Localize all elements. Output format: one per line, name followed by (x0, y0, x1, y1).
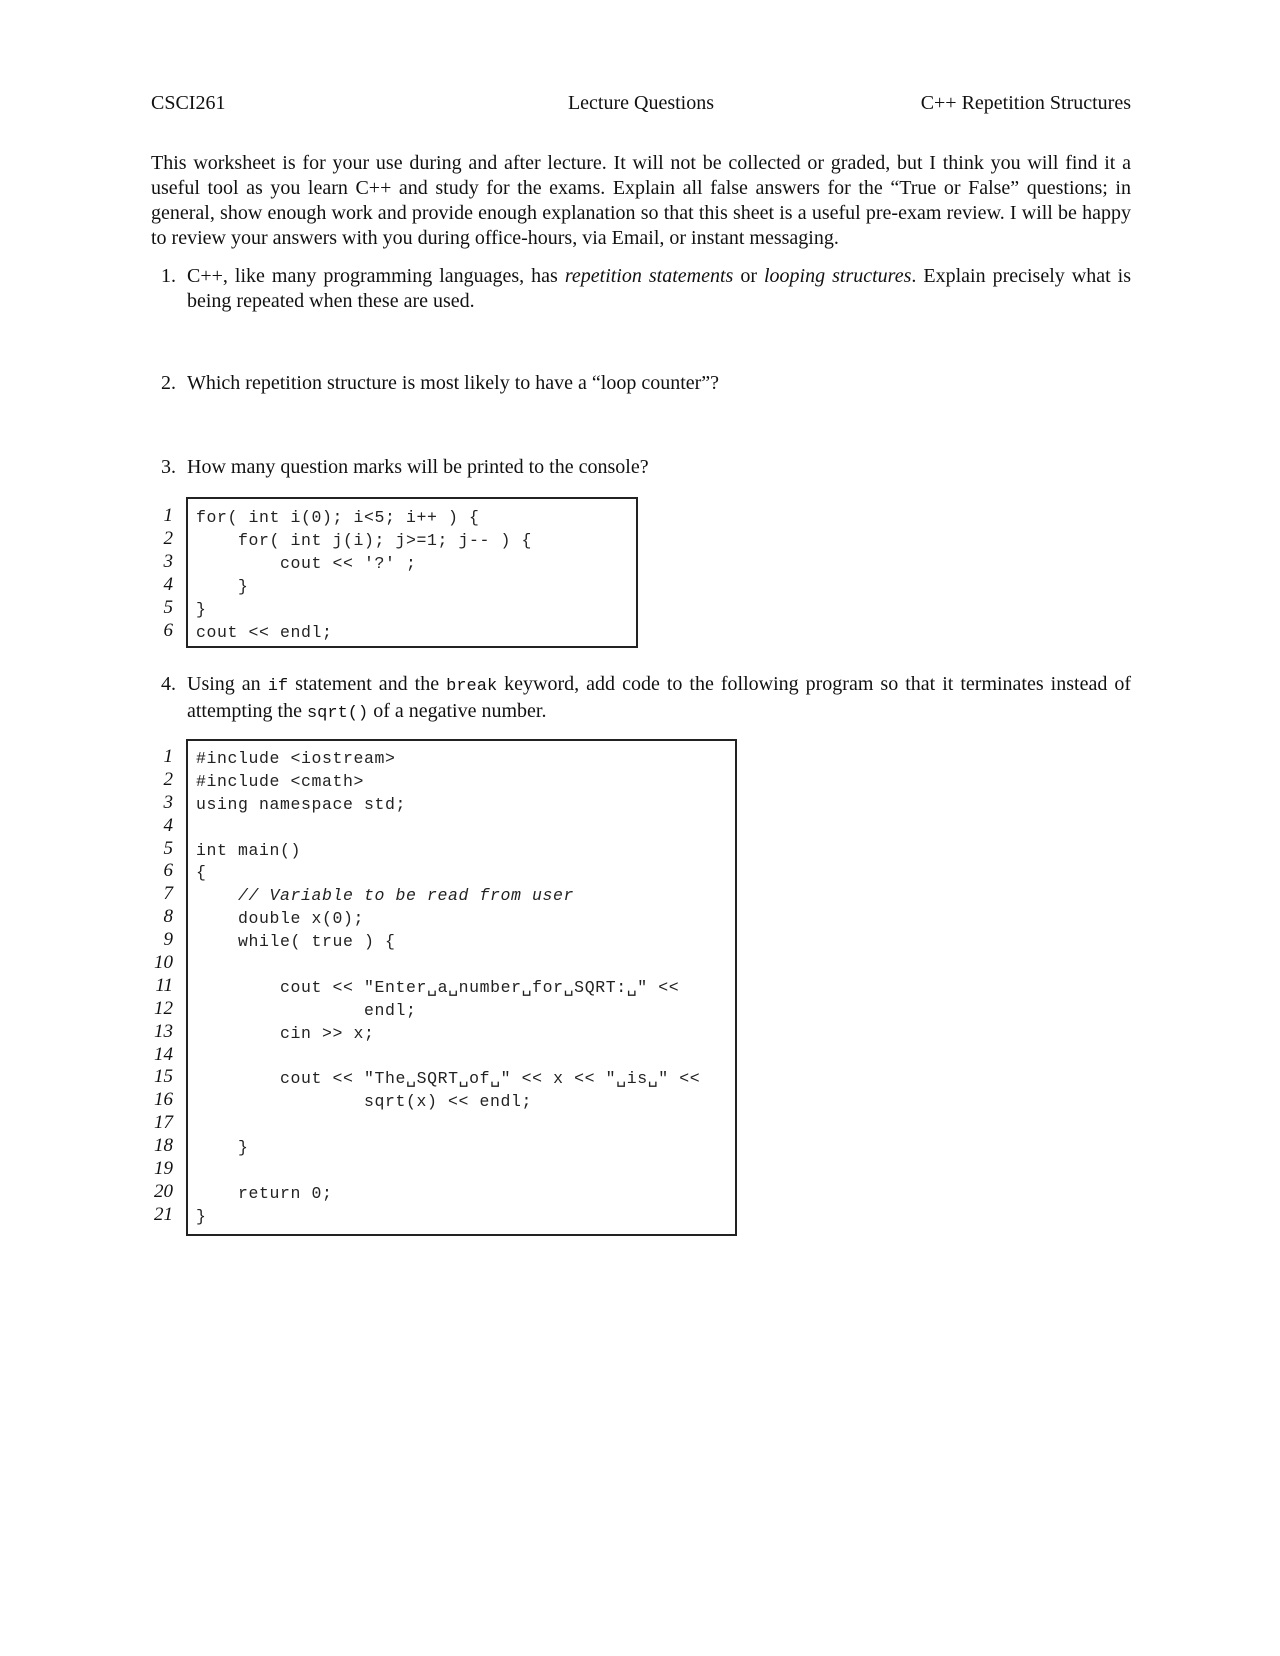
text-segment: . Explain precisely what is being repeated when these are used. (187, 265, 1131, 312)
line-number: 7 (163, 883, 173, 905)
line-number: 10 (154, 952, 173, 974)
code-line: { (196, 863, 207, 883)
question-number: 4. (161, 673, 176, 695)
text-segment: statement and the (288, 673, 447, 695)
code-lines (196, 748, 700, 1229)
text-segment: Using an (187, 673, 268, 695)
line-number: 8 (163, 906, 173, 928)
question-4 (151, 672, 1131, 726)
code-line: } (196, 600, 207, 619)
code-line (196, 1114, 700, 1137)
text-segment: of a negative number. (368, 700, 547, 722)
code-box (186, 497, 638, 648)
code-line: } (196, 1206, 207, 1226)
line-number: 5 (163, 597, 173, 618)
line-number: 4 (163, 574, 173, 595)
code-line: for( int j(i); j>=1; j-- ) { (196, 531, 533, 550)
line-number: 11 (155, 974, 173, 996)
code-line: return 0; (196, 1183, 333, 1203)
line-numbers (151, 746, 173, 1227)
course-code: CSCI261 (151, 92, 226, 114)
line-number: 21 (154, 1203, 173, 1225)
code-line: cout << "Enter␣a␣number␣for␣SQRT:␣" << (196, 977, 680, 997)
header-title: Lecture Questions (567, 92, 715, 114)
line-number: 15 (154, 1066, 173, 1088)
code-line: cout << "The␣SQRT␣of␣" << x << "␣is␣" << (196, 1069, 701, 1089)
inline-code: break (446, 677, 498, 696)
code-line: int main() (196, 840, 302, 860)
code-line: cin >> x; (196, 1023, 375, 1043)
code-line: for( int i(0); i<5; i++ ) { (196, 508, 480, 527)
question-text (187, 672, 1131, 726)
line-number: 16 (154, 1089, 173, 1111)
header-topic: C++ Repetition Structures (920, 92, 1131, 114)
text-segment: C++, like many programming languages, has (187, 265, 565, 287)
emphasis-text: repetition statements (564, 265, 734, 287)
line-number: 18 (154, 1135, 173, 1157)
code-line: // Variable to be read from user (196, 886, 575, 906)
line-number: 4 (163, 814, 173, 836)
inline-code: sqrt() (306, 704, 369, 723)
line-number: 19 (154, 1158, 173, 1180)
question-number: 1. (161, 265, 176, 287)
inline-code: if (267, 677, 289, 696)
question-text: How many question marks will be printed to the console? (187, 456, 649, 478)
code-lines (196, 506, 532, 644)
code-line: endl; (196, 1000, 417, 1020)
line-number: 5 (163, 837, 173, 859)
code-line (196, 817, 700, 840)
code-line (196, 954, 700, 977)
code-line: using namespace std; (196, 794, 407, 814)
code-line (196, 1160, 700, 1183)
question-number: 2. (161, 372, 176, 394)
code-line: double x(0); (196, 909, 365, 929)
question-3 (151, 455, 1131, 480)
line-number: 6 (163, 620, 173, 641)
line-number: 14 (154, 1043, 173, 1065)
line-number: 2 (163, 768, 173, 790)
intro-paragraph: This worksheet is for your use during and after lecture. It will not be collected or graded, but I think you will find it a useful tool as you learn C++ and study for the exams. Explain all false answers for the “True or False” questions; in general, show enough work and provide enough explanation so that this sheet is a useful pre-exam review. I will be happy to review your answers with you during office-hours, via Email, or instant messaging. (151, 152, 1131, 249)
question-2 (151, 371, 1131, 396)
line-number: 9 (163, 929, 173, 951)
code-box (186, 739, 737, 1236)
line-number: 1 (163, 505, 173, 526)
line-number: 20 (154, 1180, 173, 1202)
line-number: 2 (163, 528, 173, 549)
code-line: sqrt(x) << endl; (196, 1092, 533, 1112)
line-numbers (151, 504, 173, 642)
code-line: #include <iostream> (196, 749, 396, 768)
line-number: 12 (154, 997, 173, 1019)
line-number: 6 (163, 860, 173, 882)
code-line: #include <cmath> (196, 771, 365, 791)
text-segment: or (733, 265, 764, 287)
line-number: 17 (154, 1112, 173, 1134)
line-number: 3 (163, 551, 173, 572)
text-segment: keyword, add code to the following program so that it terminates instead of attempting the (187, 673, 1131, 722)
line-number: 13 (154, 1020, 173, 1042)
code-line: } (196, 577, 249, 596)
question-text: Which repetition structure is most likely to have a “loop counter”? (187, 372, 720, 394)
line-number: 3 (163, 791, 173, 813)
code-line (196, 1046, 700, 1069)
page-header (151, 92, 1131, 118)
code-line: cout << '?' ; (196, 554, 417, 573)
code-line: while( true ) { (196, 932, 396, 952)
line-number: 1 (163, 746, 173, 767)
code-line: cout << endl; (196, 623, 333, 642)
emphasis-text: looping structures (763, 265, 912, 287)
question-1 (151, 264, 1131, 314)
question-text (187, 264, 1131, 314)
code-line: } (196, 1138, 249, 1158)
question-number: 3. (161, 456, 176, 478)
